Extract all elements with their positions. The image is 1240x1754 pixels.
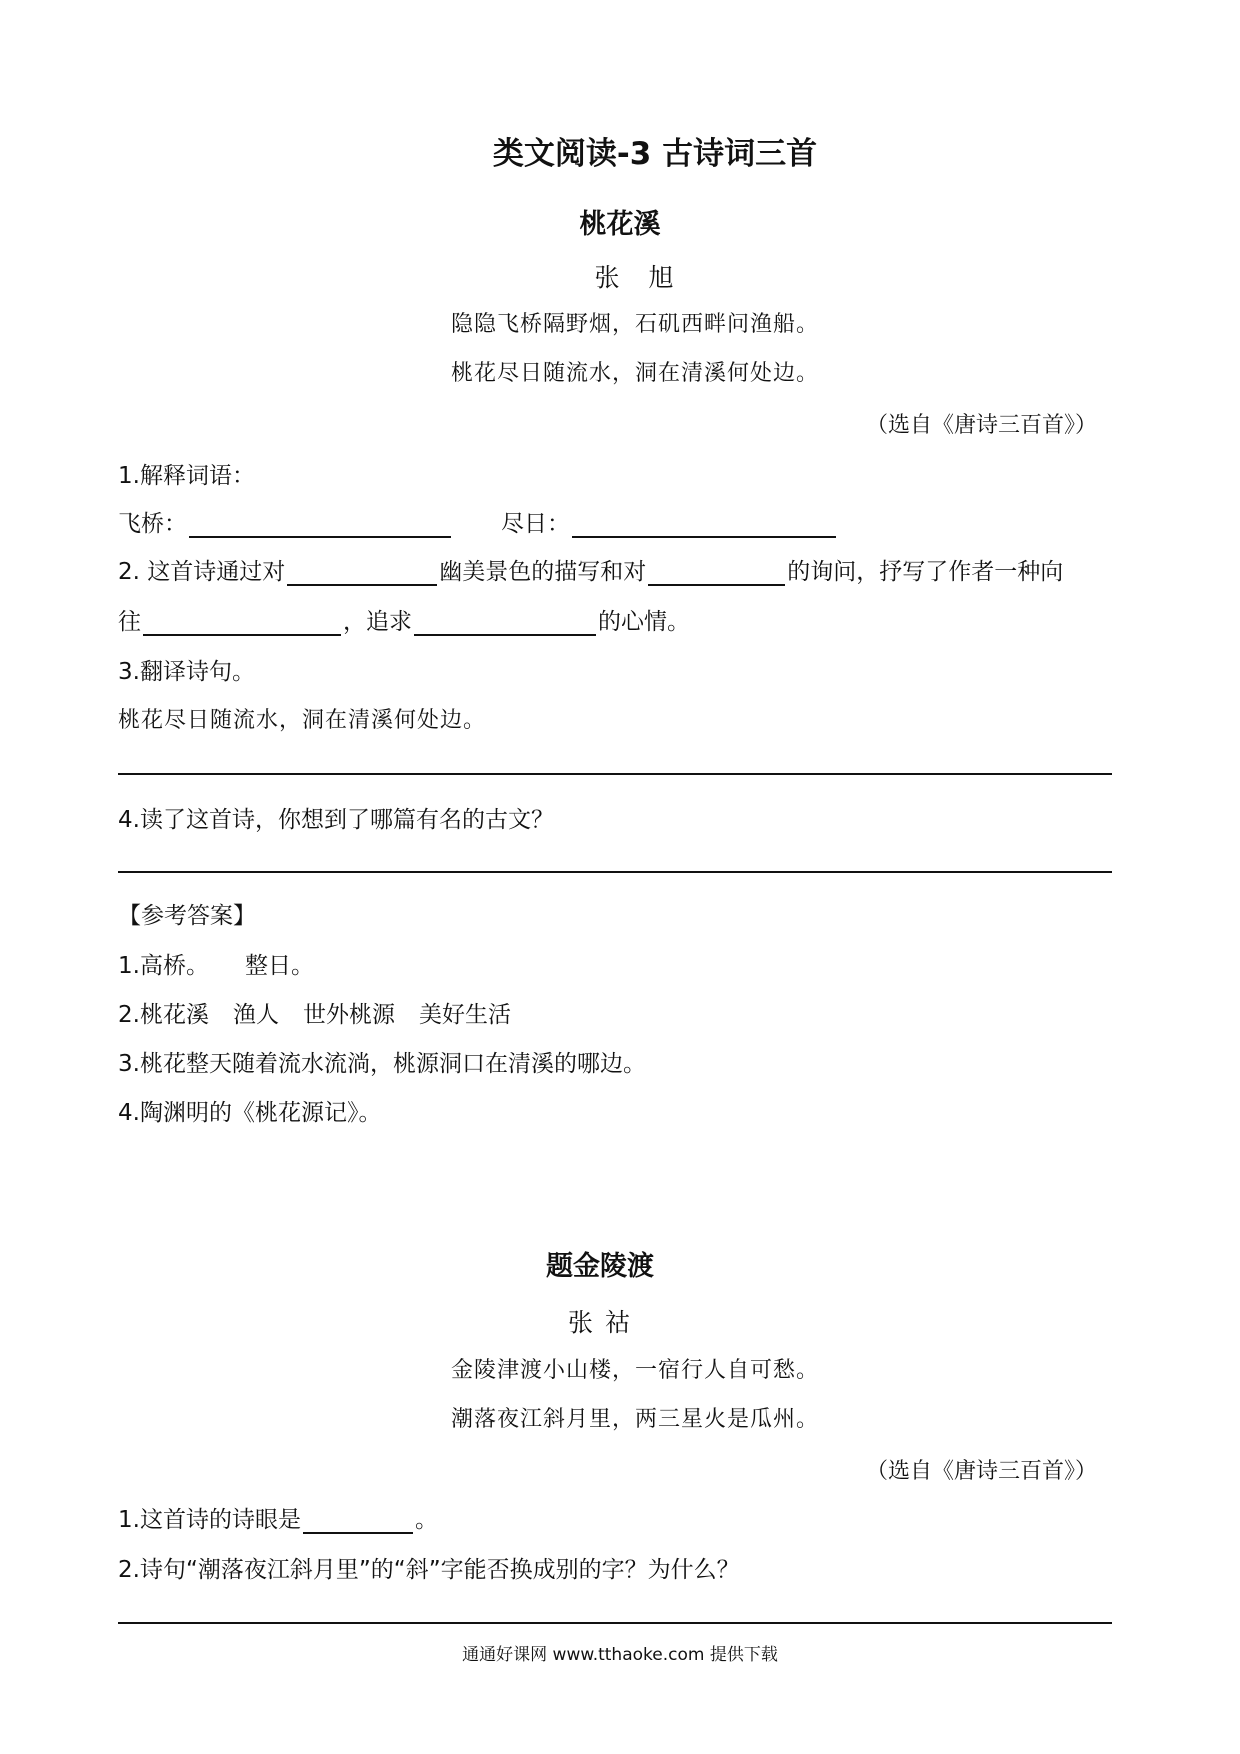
poem1-question-1-terms <box>118 505 838 538</box>
footer-text: 通通好课网 www.tthaoke.com 提供下载 <box>462 1645 778 1665</box>
poem1-question-4: 4.读了这首诗，你想到了哪篇有名的古文？ <box>118 807 554 833</box>
answer-blank[interactable] <box>648 558 785 586</box>
answer-blank[interactable] <box>287 558 437 586</box>
poem1-author: 张 旭 <box>594 263 676 292</box>
answer-1 <box>118 947 314 980</box>
poem2-line-2: 潮落夜江斜月里，两三星火是瓜州。 <box>450 1407 819 1432</box>
answer-blank[interactable] <box>572 510 836 538</box>
poem1-question-3: 3.翻译诗句。 <box>118 659 255 685</box>
question-text: 往 <box>118 609 141 635</box>
question-text: 幽美景色的描写和对 <box>439 559 647 585</box>
answer-line[interactable] <box>118 773 1112 775</box>
poem1-line-2: 桃花尽日随流水，洞在清溪何处边。 <box>450 361 819 386</box>
answer-2 <box>118 996 511 1029</box>
answer-text: 美好生活 <box>418 1002 511 1028</box>
answer-text: 2.桃花溪 <box>118 1002 209 1028</box>
answers-header: 【参考答案】 <box>118 903 256 929</box>
poem1-question-2-line-2 <box>118 603 690 636</box>
answer-blank[interactable] <box>143 608 341 636</box>
answer-line[interactable] <box>118 871 1112 873</box>
poem2-question-1 <box>118 1501 438 1534</box>
poem2-line-1: 金陵津渡小山楼，一宿行人自可愁。 <box>450 1358 819 1383</box>
answer-blank[interactable] <box>189 510 451 538</box>
footer-divider <box>118 1622 1112 1624</box>
poem1-question-2-line-1 <box>118 553 1063 586</box>
poem2-question-2: 2.诗句“潮落夜江斜月里”的“斜”字能否换成别的字？为什么？ <box>118 1557 740 1583</box>
answer-blank[interactable] <box>414 608 596 636</box>
term-feiqiao-label: 飞桥： <box>118 511 187 537</box>
answer-4: 4.陶渊明的《桃花源记》。 <box>118 1100 382 1126</box>
question-text: 的询问，抒写了作者一种向 <box>787 559 1064 585</box>
poem2-title: 题金陵渡 <box>546 1251 654 1282</box>
poem1-question-3-line: 桃花尽日随流水，洞在清溪何处边。 <box>118 708 487 733</box>
poem1-source: （选自《唐诗三百首》） <box>866 413 1098 438</box>
poem1-title: 桃花溪 <box>579 209 661 240</box>
poem1-line-1: 隐隐飞桥隔野烟，石矶西畔问渔船。 <box>450 312 819 337</box>
answer-text: 世外桃源 <box>302 1002 395 1028</box>
answer-3: 3.桃花整天随着流水流淌，桃源洞口在清溪的哪边。 <box>118 1051 646 1077</box>
question-text: 。 <box>414 1507 438 1533</box>
term-jinri-label: 尽日： <box>501 511 570 537</box>
question-text: 1.这首诗的诗眼是 <box>118 1507 301 1533</box>
question-text: 的心情。 <box>598 609 690 635</box>
question-text: 2. 这首诗通过对 <box>118 559 286 585</box>
question-text: ，追求 <box>343 609 412 635</box>
answer-blank[interactable] <box>303 1506 413 1534</box>
poem1-question-1: 1.解释词语： <box>118 463 255 489</box>
poem2-author: 张 祜 <box>568 1308 632 1337</box>
answer-text: 渔人 <box>232 1002 279 1028</box>
poem2-source: （选自《唐诗三百首》） <box>866 1459 1098 1484</box>
answer-text: 整日。 <box>244 953 314 979</box>
document-title: 类文阅读-3 古诗词三首 <box>492 136 818 172</box>
answer-text: 1.高桥。 <box>118 953 209 979</box>
